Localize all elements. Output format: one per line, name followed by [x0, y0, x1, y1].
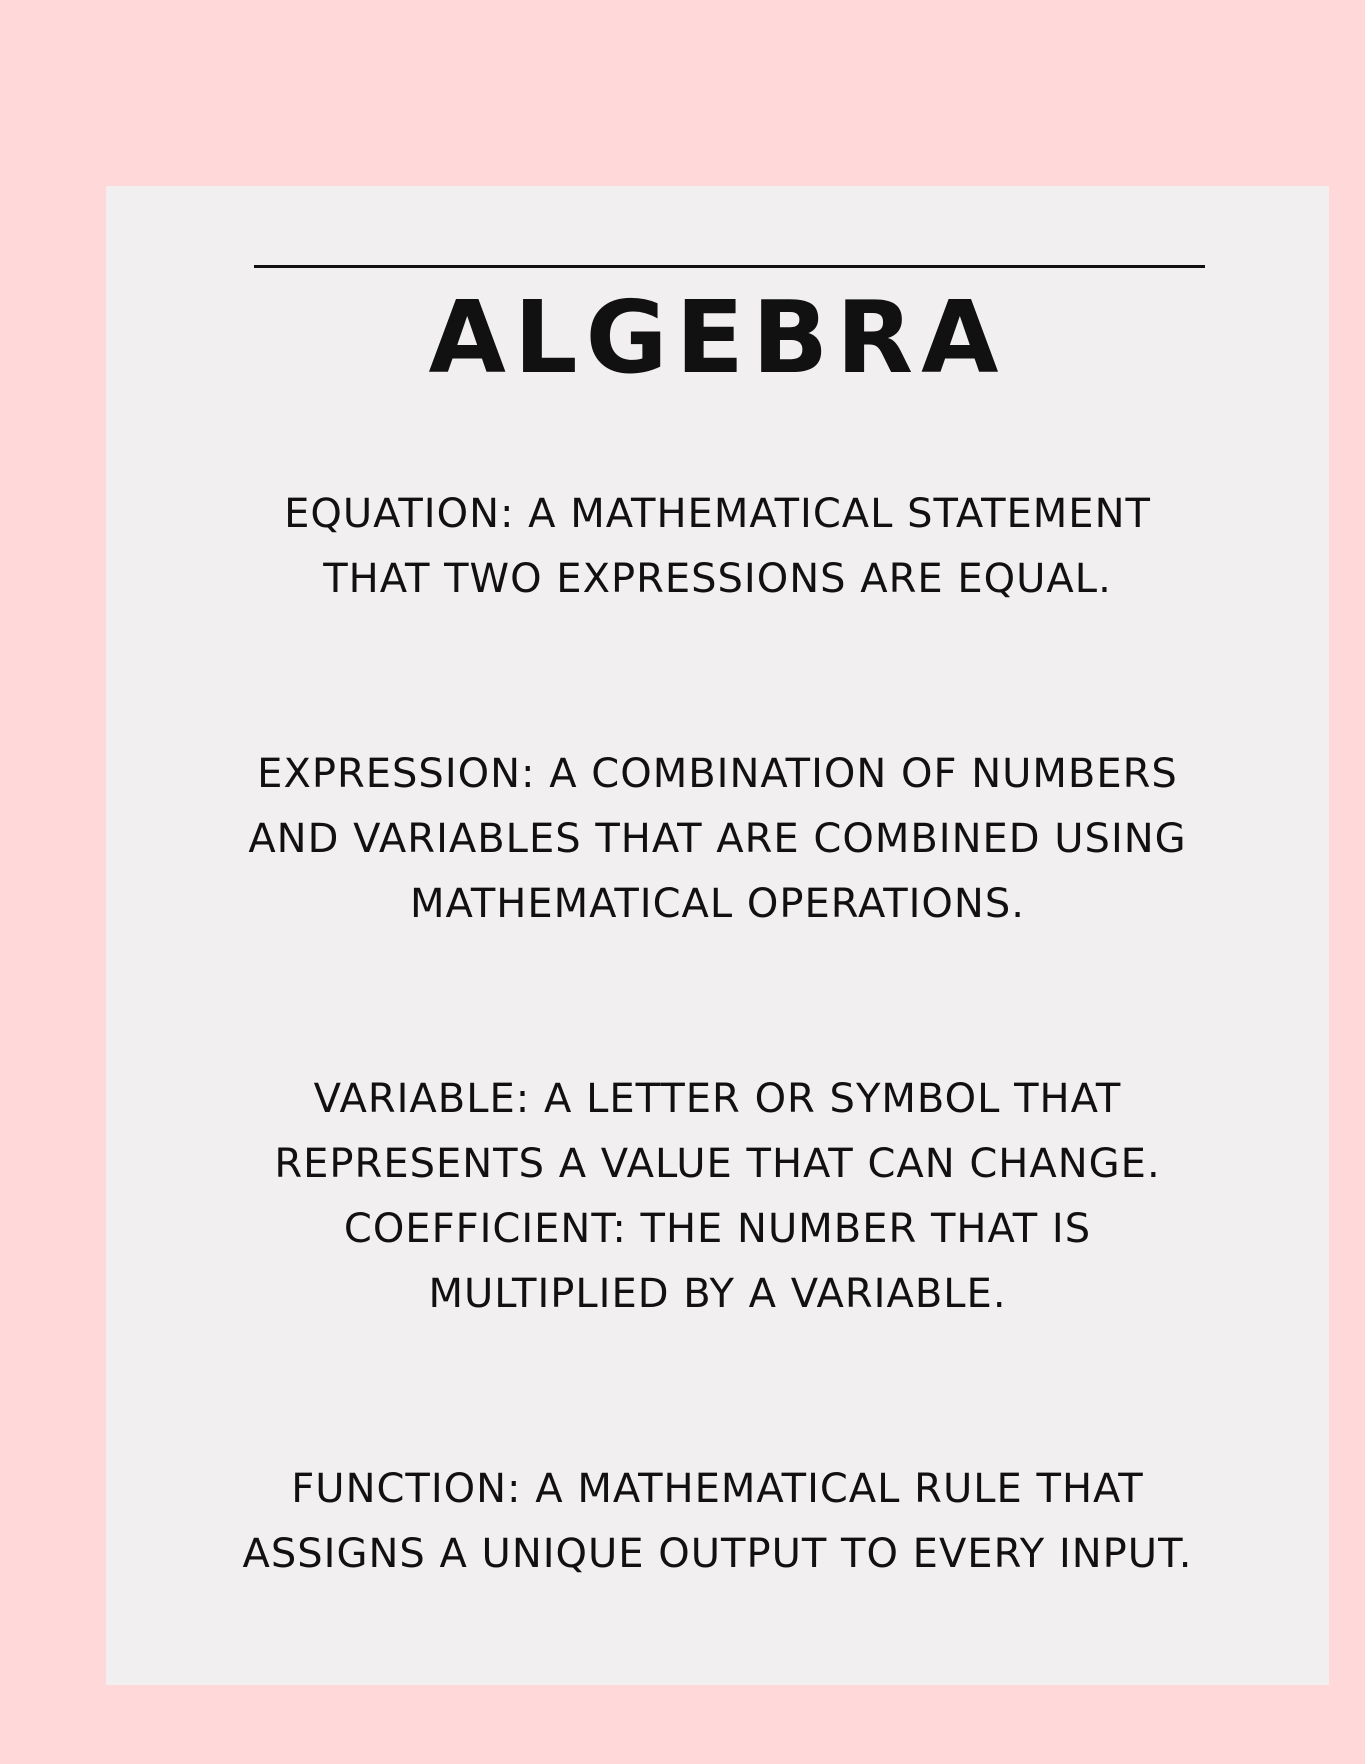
definition-equation [106, 482, 1329, 612]
definition-variable-coefficient [106, 1067, 1329, 1327]
definition-line: REPRESENTS A VALUE THAT CAN CHANGE. [274, 1141, 1161, 1187]
definition-function [106, 1457, 1329, 1587]
definition-line: MULTIPLIED BY A VARIABLE. [428, 1271, 1007, 1317]
definition-line: FUNCTION: A MATHEMATICAL RULE THAT [291, 1466, 1144, 1512]
title-divider [254, 265, 1205, 268]
page-title: ALGEBRA [428, 279, 1007, 396]
definition-expression [106, 742, 1329, 937]
content-card [106, 186, 1329, 1685]
definition-line: EXPRESSION: A COMBINATION OF NUMBERS [257, 751, 1178, 797]
definition-line: THAT TWO EXPRESSIONS ARE EQUAL. [323, 556, 1112, 602]
definition-line: COEFFICIENT: THE NUMBER THAT IS [343, 1206, 1092, 1252]
definition-line: MATHEMATICAL OPERATIONS. [410, 881, 1025, 927]
definition-line: AND VARIABLES THAT ARE COMBINED USING [248, 816, 1187, 862]
definition-line: VARIABLE: A LETTER OR SYMBOL THAT [313, 1076, 1122, 1122]
definition-line: ASSIGNS A UNIQUE OUTPUT TO EVERY INPUT. [242, 1531, 1193, 1577]
definition-line: EQUATION: A MATHEMATICAL STATEMENT [284, 491, 1151, 537]
